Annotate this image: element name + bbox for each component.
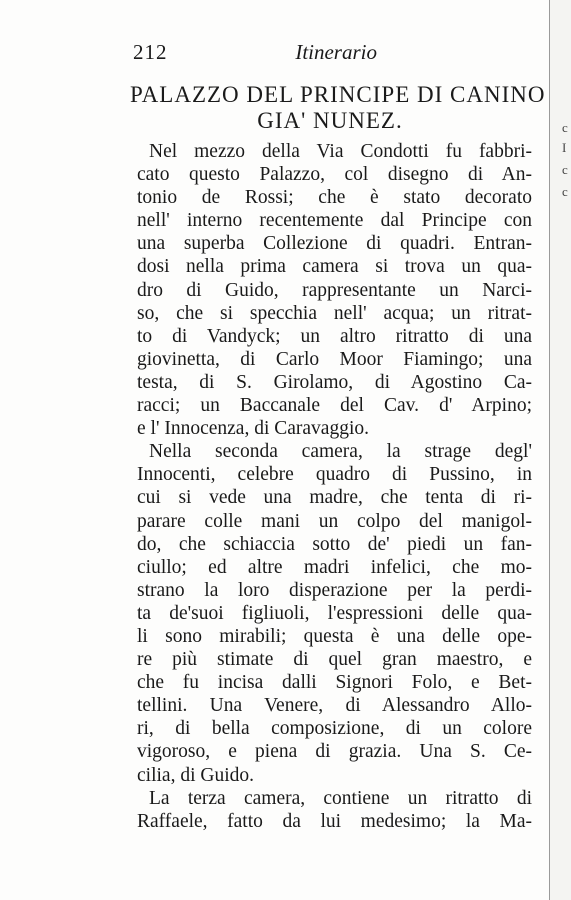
text-line: tonio de Rossi; che è stato decorato: [137, 187, 532, 209]
text-line: parare colle mani un colpo del manigol-: [137, 510, 532, 532]
body-text: [137, 140, 532, 833]
page-number: 212: [133, 40, 168, 64]
text-line: to di Vandyck; un altro ritratto di una: [137, 325, 532, 347]
text-line: ri, di bella composizione, di un colore: [137, 718, 532, 740]
text-line: Nella seconda camera, la strage degl': [149, 441, 532, 463]
text-line: so, che si specchia nell' acqua; un ritrat-: [137, 302, 532, 324]
text-line: cato questo Palazzo, col disegno di An-: [137, 164, 532, 186]
text-line: nell' interno recentemente dal Principe con: [137, 210, 532, 232]
text-line: Nel mezzo della Via Condotti fu fabbri-: [149, 141, 532, 162]
text-line: li sono mirabili; questa è una delle ope-: [137, 625, 532, 647]
text-line: do, che schiaccia sotto de' piedi un fan-: [137, 533, 532, 555]
text-line: racci; un Baccanale del Cav. d' Arpino;: [137, 395, 532, 417]
facing-page-letter: c: [562, 162, 568, 177]
page-edge-line: [549, 0, 550, 900]
text-line: Innocenti, celebre quadro di Pussino, in: [137, 464, 532, 486]
page-header: [133, 40, 377, 68]
text-line: giovinetta, di Carlo Moor Fiamingo; una: [137, 348, 532, 370]
text-line: tellini. Una Venere, di Alessandro Allo-: [137, 695, 532, 717]
text-line: La terza camera, contiene un ritratto di: [149, 787, 532, 809]
facing-page-letter: I: [562, 140, 567, 155]
text-line: cui si vede una madre, che tenta di ri-: [137, 487, 532, 509]
text-line: re più stimate di quel gran maestro, e: [137, 649, 532, 671]
text-line: testa, di S. Girolamo, di Agostino Ca-: [137, 371, 532, 393]
running-title: Itinerario: [295, 40, 377, 64]
text-line: dosi nella prima camera si trova un qua-: [137, 256, 532, 278]
section-title-line: GIA' NUNEZ.: [257, 108, 403, 133]
text-line: ta de'suoi figliuoli, l'espressioni delle qua-: [137, 602, 532, 624]
text-line: e l' Innocenza, di Caravaggio.: [137, 418, 370, 440]
text-line: strano la loro disperazione per la perdi-: [137, 579, 532, 601]
facing-page-letter: c: [562, 120, 568, 135]
text-line: Raffaele, fatto da lui medesimo; la Ma-: [137, 810, 532, 832]
text-line: che fu incisa dalli Signori Folo, e Bet-: [137, 672, 532, 694]
section-title-line: PALAZZO DEL PRINCIPE DI CANINO: [130, 82, 546, 107]
text-line: dro di Guido, rappresentante un Narci-: [137, 279, 532, 301]
text-line: vigoroso, e piena di grazia. Una S. Ce-: [137, 741, 532, 763]
facing-page-letter: c: [562, 184, 568, 199]
text-line: cilia, di Guido.: [137, 764, 254, 786]
text-line: ciullo; ed altre madri infelici, che mo-: [137, 556, 532, 578]
text-line: una superba Collezione di quadri. Entran-: [137, 233, 532, 255]
section-title: [130, 82, 546, 134]
